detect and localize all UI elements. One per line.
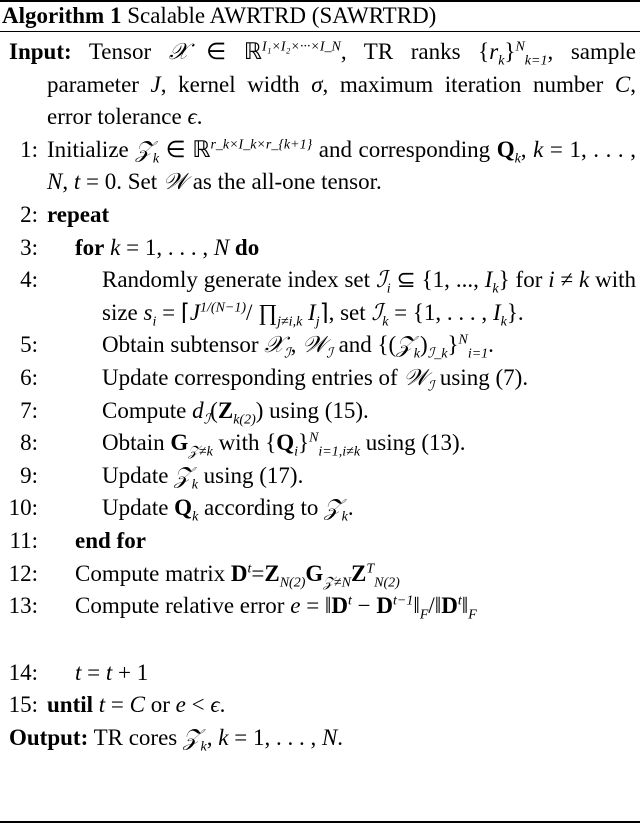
keyword: Z [217,397,234,423]
line-number: 10: [8,495,38,521]
algorithm-line [0,362,640,395]
text: and corresponding [312,136,497,162]
title-rule [0,31,640,32]
text: Obtain [102,430,171,456]
text: ( [210,397,218,423]
math-script: t [348,593,352,609]
math-symbol: k [218,724,229,750]
text: , kernel width [160,71,312,97]
text: , maximum iteration number [322,71,615,97]
line-content [0,36,636,134]
math-symbol: 𝒵 [324,495,342,521]
math-symbol: t [75,659,82,685]
line-content [0,460,636,493]
text: Compute matrix [75,560,231,586]
text: , [290,332,303,358]
text: or [145,692,176,718]
text: ) [419,332,428,358]
math-script: j [315,314,320,330]
algorithm-line [0,590,640,623]
algorithm-line [0,558,640,591]
math-script: i=1 [467,346,489,362]
algorithm-line [0,395,640,428]
math-symbol: 𝒳 [168,39,189,64]
math-script: i [294,444,299,460]
math-symbol: N [213,234,230,260]
text: , [206,724,219,750]
text: } [447,332,459,358]
math-symbol: C [614,71,631,97]
math-script: k [382,314,389,330]
math-symbol: i [548,267,555,293]
algorithm-line [0,657,640,690]
line-number: 2: [20,201,38,227]
line-number: 6: [20,364,38,390]
algorithm-line [0,134,640,199]
text: + 1 [112,659,149,685]
line-content [0,525,636,558]
text: = 1, . . . , [120,234,214,260]
math-script: N [458,332,468,348]
algorithm-line [0,427,640,460]
line-number: 13: [8,593,38,619]
keyword: Output: [9,724,89,750]
math-script: k [500,314,507,330]
math-script: k [341,509,348,525]
text: , [520,136,534,162]
line-number: 12: [8,560,38,586]
text: ‖ [461,593,469,619]
text: } [298,430,310,456]
line-content [0,558,636,591]
keyword: do [234,234,260,260]
line-content [0,199,636,232]
keyword: D [441,593,458,619]
text: as the all-one tensor. [186,169,382,195]
keyword: D [376,593,394,619]
math-symbol: N [47,169,63,195]
math-script: k [514,151,521,167]
keyword: until [47,692,94,718]
math-script: i [152,314,157,330]
text: . [196,104,203,130]
math-script: N(2) [374,575,400,591]
math-script: j≠i,k [277,314,303,330]
text: with { [212,430,277,456]
math-script: k [498,53,505,69]
keyword: G [305,560,324,586]
math-script: t [247,560,252,576]
text: = ‖ [300,593,332,619]
text: = 1, . . . , [228,724,322,750]
math-symbol: ℐ [375,267,387,293]
line-content [0,657,636,690]
algorithm-title [2,3,436,29]
line-number: 14: [8,659,38,685]
text: ≠ [554,267,580,293]
math-script: k [200,739,207,755]
text: using (13). [360,430,466,456]
math-symbol: t [73,169,81,195]
math-symbol: N [321,724,338,750]
text: . [219,692,226,718]
text: , sample parameter [47,39,636,97]
line-content [0,722,636,755]
text: = [105,692,130,718]
line-number: 15: [8,692,38,718]
text: = {1, . . . , [388,299,493,325]
line-number: 3: [20,234,38,260]
math-symbol: e [290,593,301,619]
math-script: ℐ [284,346,291,362]
math-script: T [366,560,375,576]
text: = 1, . . . , [543,136,636,162]
text: and {( [332,332,397,358]
math-symbol: 𝒵 [174,462,192,488]
text: ⊆ {1, ..., [390,267,485,293]
line-content [0,134,636,199]
math-script: i [386,281,391,297]
text: < [185,692,211,718]
text: = ⌈ [156,299,190,325]
line-content [0,395,636,428]
math-script: i=1,i≠k [318,444,361,460]
math-script: k=1 [524,53,548,69]
text: using (7). [434,364,529,390]
keyword: repeat [47,201,110,227]
line-number: 11: [9,527,38,553]
text: = [251,560,265,586]
math-symbol: J [150,71,161,97]
math-script: 𝒵≠k [188,444,213,460]
math-symbol: J [189,299,201,325]
text: = [81,659,106,685]
keyword: Input: [9,39,72,64]
text: Update corresponding entries of [102,364,404,390]
line-number: 4: [20,267,38,293]
text: } [504,39,516,64]
math-script: k [192,509,199,525]
line-content [0,590,636,623]
algorithm-line [0,525,640,558]
math-symbol: ϵ [187,104,197,130]
math-script: ℐ [326,346,333,362]
math-script: k [191,477,198,493]
text: Compute relative error [75,593,291,619]
math-symbol: t [105,659,113,685]
text: Initialize [47,136,136,162]
math-symbol: I [484,267,493,293]
text: / ∏ [246,299,278,325]
math-symbol: 𝒲 [162,169,187,195]
keyword: Q [174,495,193,521]
math-symbol: d [192,397,204,423]
text: according to [198,495,325,521]
text: } for [498,267,549,293]
line-content [0,329,636,362]
algorithm-line [0,460,640,493]
algorithm-line [0,329,640,362]
math-script: k [413,346,420,362]
algorithm-line [0,232,640,265]
text: , error tolerance [47,71,636,130]
text: ⌉, set [319,299,372,325]
algorithm-line [0,722,640,755]
math-symbol: 𝒲 [403,364,428,390]
text: TR cores [88,724,184,750]
math-script: k [152,151,160,167]
math-symbol: ℐ [371,299,383,325]
math-script: r_k×I_k×r_{k+1} [210,137,313,153]
text: }. [506,299,524,325]
math-script: ℐ [427,379,435,395]
text: , TR ranks { [340,39,490,64]
text: Update [102,495,175,521]
math-script: 1/(N−1) [200,300,247,316]
text: ) using (15). [255,397,369,423]
text: , [62,169,74,195]
math-script: 𝒵≠N [323,575,351,591]
math-symbol: s [143,299,153,325]
keyword: Z [264,560,280,586]
algorithm-line [0,264,640,329]
math-symbol: 𝒵 [396,332,414,358]
text: using (17). [197,462,304,488]
algorithm-line [0,689,640,722]
keyword: end for [75,527,146,553]
text: Compute [102,397,193,423]
line-content [0,689,636,722]
math-symbol: 𝒲 [302,332,327,358]
math-script: F [468,607,477,623]
math-symbol: e [175,692,186,718]
keyword: for [75,234,105,260]
math-script: N [309,430,319,446]
text: ‖ [413,593,420,619]
algorithm-name: Scalable AWRTRD (SAWRTRD) [127,3,437,28]
blank-line [0,623,640,657]
text: . [347,495,354,521]
line-content [0,362,636,395]
math-symbol: t [98,692,106,718]
math-script: ℐ_k [427,346,448,362]
math-symbol: r [489,39,499,64]
text: /‖ [428,593,442,619]
math-symbol: ϵ [210,692,220,718]
math-symbol: C [129,692,145,718]
math-symbol: k [579,267,590,293]
math-symbol: k [110,234,121,260]
math-script: t−1 [393,593,414,609]
algorithm-line [0,492,640,525]
math-script: N [515,39,525,55]
line-number: 9: [20,462,38,488]
algorithm-label: Algorithm 1 [2,3,122,28]
math-symbol: 𝒳 [264,332,285,358]
algorithm-line [0,36,640,134]
algorithm-line [0,199,640,232]
line-content [0,427,636,460]
line-number: 5: [20,332,38,358]
text: = 0. Set [80,169,163,195]
keyword: D [230,560,248,586]
math-script: ℐ [203,412,211,428]
keyword: Z [350,560,367,586]
math-script: k [492,281,499,297]
text: . [488,332,494,358]
math-script: t [457,593,462,609]
text: ∈ ℝ [159,136,211,162]
keyword: G [170,430,189,456]
math-symbol: σ [311,71,323,97]
text: Update [102,462,175,488]
math-symbol: 𝒵 [135,136,153,162]
math-symbol: I [492,299,501,325]
math-script: N(2) [279,575,306,591]
text: Tensor [71,39,169,64]
math-script: F [419,607,429,623]
keyword: Q [496,136,515,162]
math-symbol: 𝒵 [183,724,201,750]
math-symbol: k [533,136,544,162]
line-content [0,232,636,265]
keyword: D [331,593,349,619]
line-content [0,492,636,525]
text: ∈ ℝ [188,39,262,64]
text: . [337,724,344,750]
line-number: 7: [20,397,38,423]
text: Randomly generate index set [102,267,376,293]
algorithm-body [0,36,640,754]
math-script: I₁×I₂×···×I_N [261,39,341,55]
text: − [351,593,377,619]
line-number: 8: [20,430,38,456]
text: with size [102,267,637,325]
keyword: Q [276,430,295,456]
top-rule [0,0,640,2]
line-content [0,264,636,329]
math-symbol: I [308,299,316,325]
math-script: k(2) [233,412,256,428]
line-number: 1: [20,136,38,162]
text: Obtain subtensor [102,332,265,358]
